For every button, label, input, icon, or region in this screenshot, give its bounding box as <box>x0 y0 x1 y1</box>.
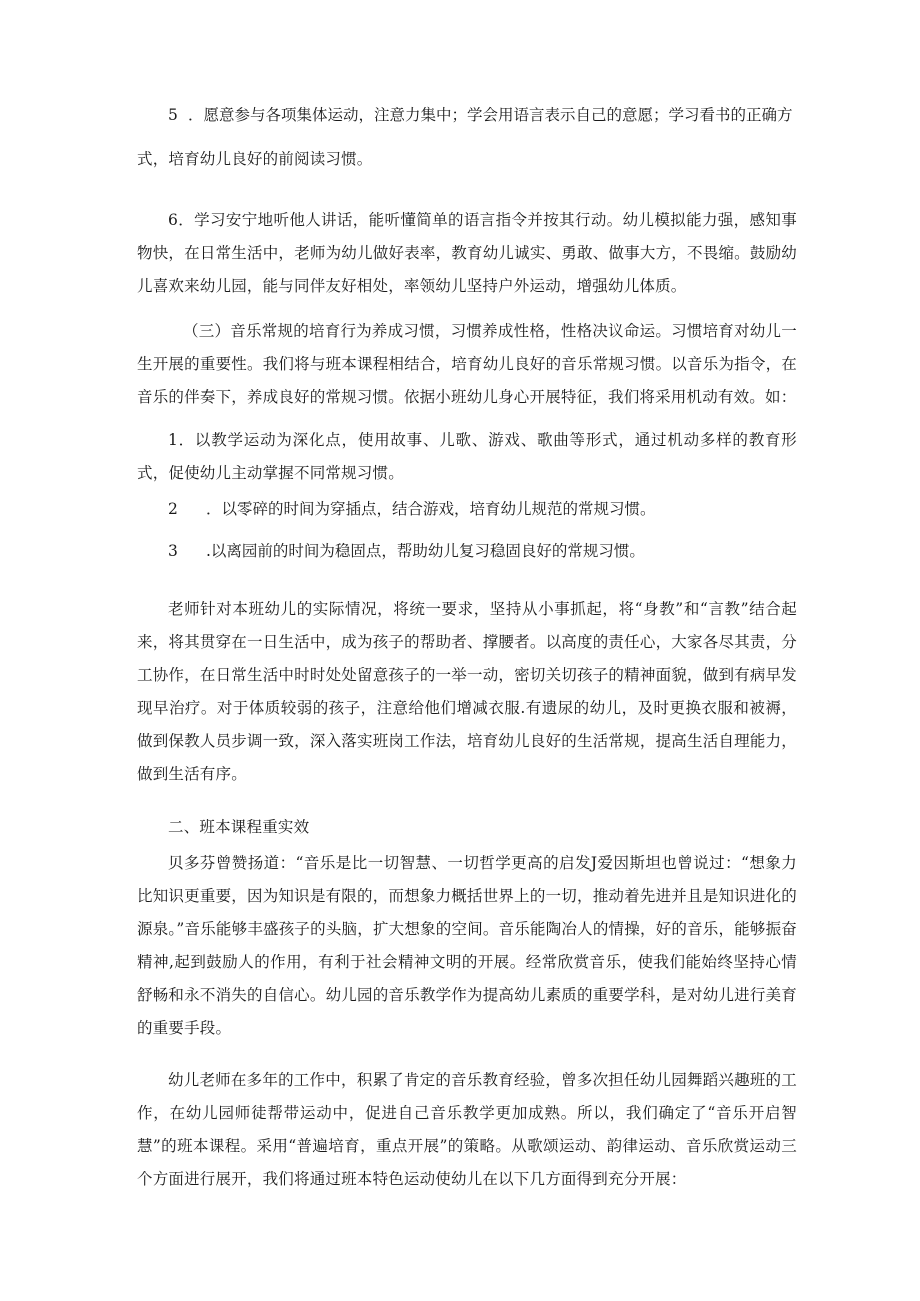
item-5-line1 <box>168 99 793 132</box>
experience-paragraph: 幼儿老师在多年的工作中，积累了肯定的音乐教育经验，曾多次担任幼儿园舞蹈兴趣班的工作，在幼儿园师徒帮带运动中，促进自己音乐教学更加成熟。所以，我们确定了“音乐开启智慧”的班本课程。采用“普遍培育，重点开展”的策略。从歌颂运动、韵律运动、音乐欣赏运动三个方面进行展开，我们将通过班本特色运动使幼儿在以下几方面得到充分开展： <box>137 1071 797 1188</box>
item-5-text: ．愿意参与各项集体运动，注意力集中；学会用语言表示自己的意愿；学习看书的正确方 <box>188 106 793 124</box>
item-2 <box>168 493 656 526</box>
item-3 <box>168 535 645 568</box>
item-5-line2: 式，培育幼儿良好的前阅读习惯。 <box>137 150 373 168</box>
music-routine-paragraph: （三）音乐常规的培育行为养成习惯，习惯养成性格，性格决议命运。习惯培育对幼儿一生开展的重要性。我们将与班本课程相结合，培育幼儿良好的音乐常规习惯。以音乐为指令，在音乐的伴奏下，养成良好的常规习惯。依据小班幼儿身心开展特征，我们将采用机动有效。如： <box>137 322 797 406</box>
item-6-paragraph: 6．学习安宁地听他人讲话，能听懂简单的语言指令并按其行动。幼儿模拟能力强，感知事物快，在日常生活中，老师为幼儿做好表率，教育幼儿诚实、勇敢、做事大方，不畏缩。鼓励幼儿喜欢来幼儿园，能与同伴友好相处，率领幼儿坚持户外运动，增强幼儿体质。 <box>137 211 797 295</box>
item-3-text: .以离园前的时间为稳固点，帮助幼儿复习稳固良好的常规习惯。 <box>206 542 645 560</box>
section-heading-2: 二、班本课程重实效 <box>168 818 310 836</box>
item-2-text: ．以零碎的时间为穿插点，结合游戏，培育幼儿规范的常规习惯。 <box>206 500 656 518</box>
item-3-number: 3 <box>168 542 178 560</box>
item-2-number: 2 <box>168 500 178 518</box>
item-5-number: 5 <box>168 106 178 124</box>
teacher-paragraph: 老师针对本班幼儿的实际情况，将统一要求，坚持从小事抓起，将“身教”和“言教”结合起来，将其贯穿在一日生活中，成为孩子的帮助者、撑腰者。以高度的责任心，大家各尽其责，分工协作，在日常生活中时时处处留意孩子的一举一动，密切关切孩子的精神面貌，做到有病早发现早治疗。对于体质较弱的孩子，注意给他们增减衣服.有遗尿的幼儿，及时更换衣服和被褥，做到保教人员步调一致，深入落实班岗工作法，培育幼儿良好的生活常规，提高生活自理能力，做到生活有序。 <box>137 600 797 783</box>
beethoven-paragraph: 贝多芬曾赞扬道：“音乐是比一切智慧、一切哲学更高的启发J爱因斯坦也曾说过：“想象力比知识更重要，因为知识是有限的，而想象力概括世界上的一切，推动着先进并且是知识进化的源泉。”音乐能够丰盛孩子的头脑，扩大想象的空间。音乐能陶冶人的情操，好的音乐，能够振奋精神,起到鼓励人的作用，有利于社会精神文明的开展。经常欣赏音乐，使我们能始终坚持心情舒畅和永不消失的自信心。幼儿园的音乐教学作为提高幼儿素质的重要学科，是对幼儿进行美育的重要手段。 <box>137 854 797 1037</box>
item-1-paragraph: 1．以教学运动为深化点，使用故事、儿歌、游戏、歌曲等形式，通过机动多样的教育形式，促使幼儿主动掌握不同常规习惯。 <box>137 431 797 482</box>
